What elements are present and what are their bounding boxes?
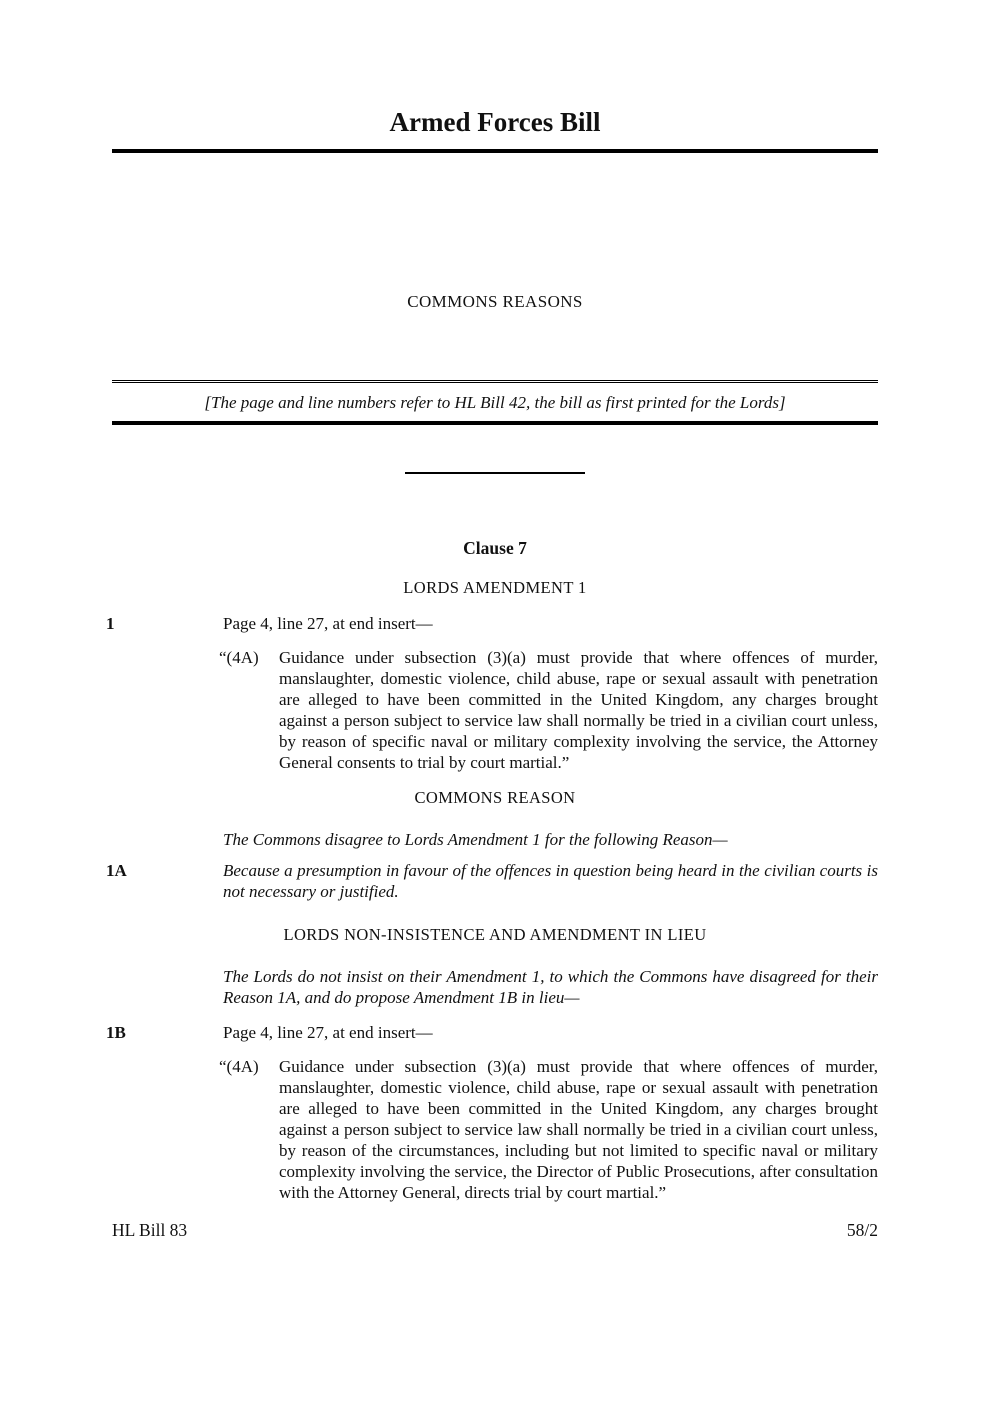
title-rule-divider xyxy=(112,149,878,153)
page-footer xyxy=(112,1220,878,1241)
reason-1a-number: 1A xyxy=(106,861,127,880)
commons-disagree-line: The Commons disagree to Lords Amendment 1 for the following Reason— xyxy=(223,830,728,849)
subsection-4a-label-1b: “(4A) xyxy=(219,1057,259,1076)
amendment-1b-quoted-text xyxy=(219,1056,878,1203)
lords-amendment-heading: LORDS AMENDMENT 1 xyxy=(403,578,587,597)
subsection-4a-text: Guidance under subsection (3)(a) must provide that where offences of murder, manslaughter, domestic violence, child abuse, rape or sexual assault with penetration are alleged to have been committed in the United Kingdom, any charges brought against a person subject to service law shall normally be tried in a civilian court unless, by reason of specific naval or military complexity involving the service, the Attorney General consents to trial by court martial.” xyxy=(279,648,878,772)
amendment-1b-text: Page 4, line 27, at end insert— xyxy=(223,1023,433,1042)
amendment-1-text: Page 4, line 27, at end insert— xyxy=(223,614,433,633)
amendment-1-line xyxy=(106,613,878,634)
clause-heading: Clause 7 xyxy=(463,538,527,558)
page-title: Armed Forces Bill xyxy=(389,107,601,137)
lords-non-insist-line: The Lords do not insist on their Amendment 1, to which the Commons have disagreed for their Reason 1A, and do propose Amendment 1B in lieu— xyxy=(223,967,878,1007)
note-box-bottom-rule xyxy=(112,421,878,425)
subsection-4a-text-1b: Guidance under subsection (3)(a) must provide that where offences of murder, manslaughter, domestic violence, child abuse, rape or sexual assault with penetration are alleged to have been committed in the United Kingdom, any charges brought against a person subject to service law shall normally be tried in a civilian court unless, by reason of the circumstances, including but not limited to specific naval or military complexity involving the service, the Director of Public Prosecutions, after consultation with the Attorney General, directs trial by court martial.” xyxy=(279,1057,878,1202)
amendment-1b-line xyxy=(106,1022,878,1043)
reference-note: [The page and line numbers refer to HL Bill 42, the bill as first printed for the Lords] xyxy=(204,393,786,412)
commons-reason-heading: COMMONS REASON xyxy=(414,788,576,807)
amendment-1b-number: 1B xyxy=(106,1023,126,1042)
lords-non-insistence-heading: LORDS NON-INSISTENCE AND AMENDMENT IN LIEU xyxy=(283,925,707,944)
section-separator-rule xyxy=(405,472,585,474)
subsection-4a-label: “(4A) xyxy=(219,648,259,667)
amendment-1-number: 1 xyxy=(106,614,115,633)
reason-1a-line xyxy=(106,860,878,902)
amendment-1-quoted-text xyxy=(219,647,878,773)
reason-1a-text: Because a presumption in favour of the offences in question being heard in the civilian courts is not necessary or justified. xyxy=(223,861,878,901)
reference-note-box xyxy=(112,380,878,425)
footer-bill-number: HL Bill 83 xyxy=(112,1220,188,1240)
document-type-heading: COMMONS REASONS xyxy=(407,292,583,311)
footer-session-number: 58/2 xyxy=(846,1220,878,1240)
